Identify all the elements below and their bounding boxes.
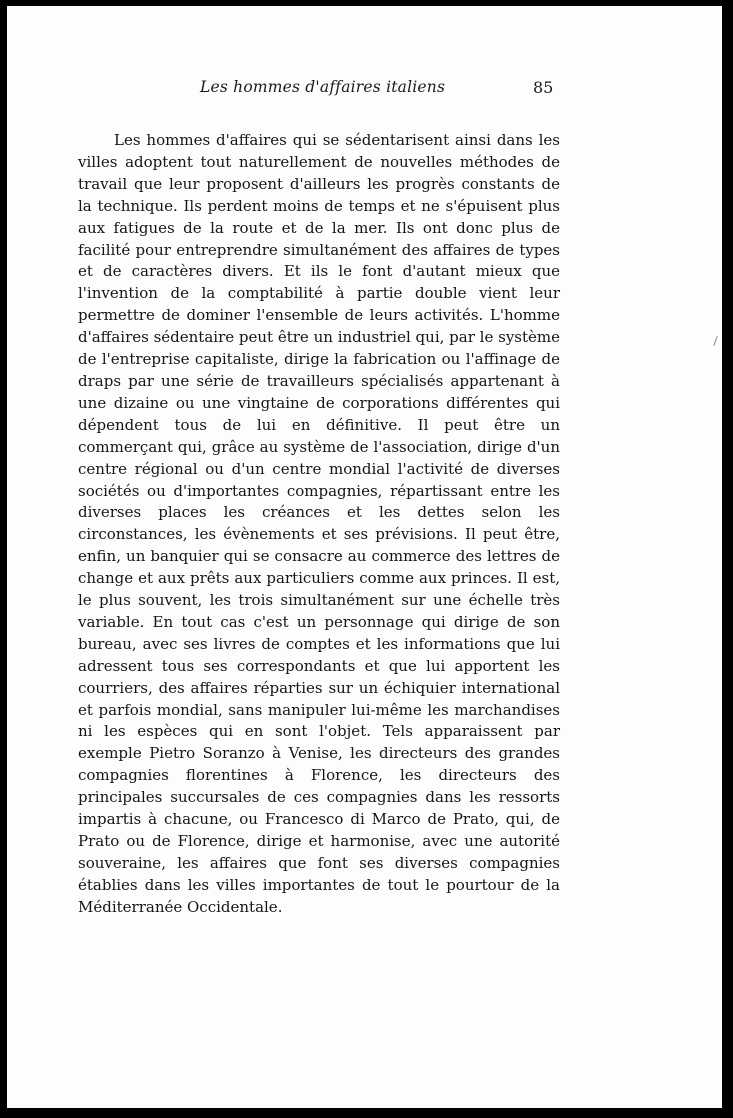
page-header [7, 78, 722, 102]
body-paragraph: Les hommes d'affaires qui se sédentarisent ainsi dans les villes adoptent tout naturellement de nouvelles méthodes de travail que leur proposent d'ailleurs les progrès constants de la technique. Ils perdent moins de temps et ne s'épuisent plus aux fatigues de la route et de la mer. Ils ont donc plus de facilité pour entreprendre simultanément des affaires de types et de caractères divers. Et ils le font d'autant mieux que l'invention de la comptabilité à partie double vient leur permettre de dominer l'ensemble de leurs activités. L'homme d'affaires sédentaire peut être un industriel qui, par le système de l'entreprise capitaliste, dirige la fabrication ou l'affinage de draps par une série de travailleurs spécialisés appartenant à une dizaine ou une vingtaine de corporations différentes qui dépendent tous de lui en définitive. Il peut être un commerçant qui, grâce au système de l'association, dirige d'un centre régional ou d'un centre mondial l'activité de diverses sociétés ou d'importantes compagnies, répartissant entre les diverses places les créances et les dettes selon les circonstances, les évènements et ses prévisions. Il peut être, enfin, un banquier qui se consacre au commerce des lettres de change et aux prêts aux particuliers comme aux princes. Il est, le plus souvent, les trois simultanément sur une échelle très variable. En tout cas c'est un personnage qui dirige de son bureau, avec ses livres de comptes et les informations que lui adressent tous ses correspondants et que lui apportent les courriers, des affaires réparties sur un échiquier international et parfois mondial, sans manipuler lui-même les marchandises ni les espèces qui en sont l'objet. Tels apparaissent par exemple Pietro Soranzo à Venise, les directeurs des grandes compagnies florentines à Florence, les directeurs des principales succursales de ces compagnies dans les ressorts impartis à chacune, ou Francesco di Marco de Prato, qui, de Prato ou de Florence, dirige et harmonise, avec une autorité souveraine, les affaires que font ses diverses compagnies établies dans les villes importantes de tout le pourtour de la Méditerranée Occidentale. [78, 131, 560, 916]
book-page [7, 6, 722, 1108]
page-number: 85 [533, 78, 554, 97]
scan-artifact [713, 336, 717, 346]
running-title: Les hommes d'affaires italiens [200, 78, 446, 96]
